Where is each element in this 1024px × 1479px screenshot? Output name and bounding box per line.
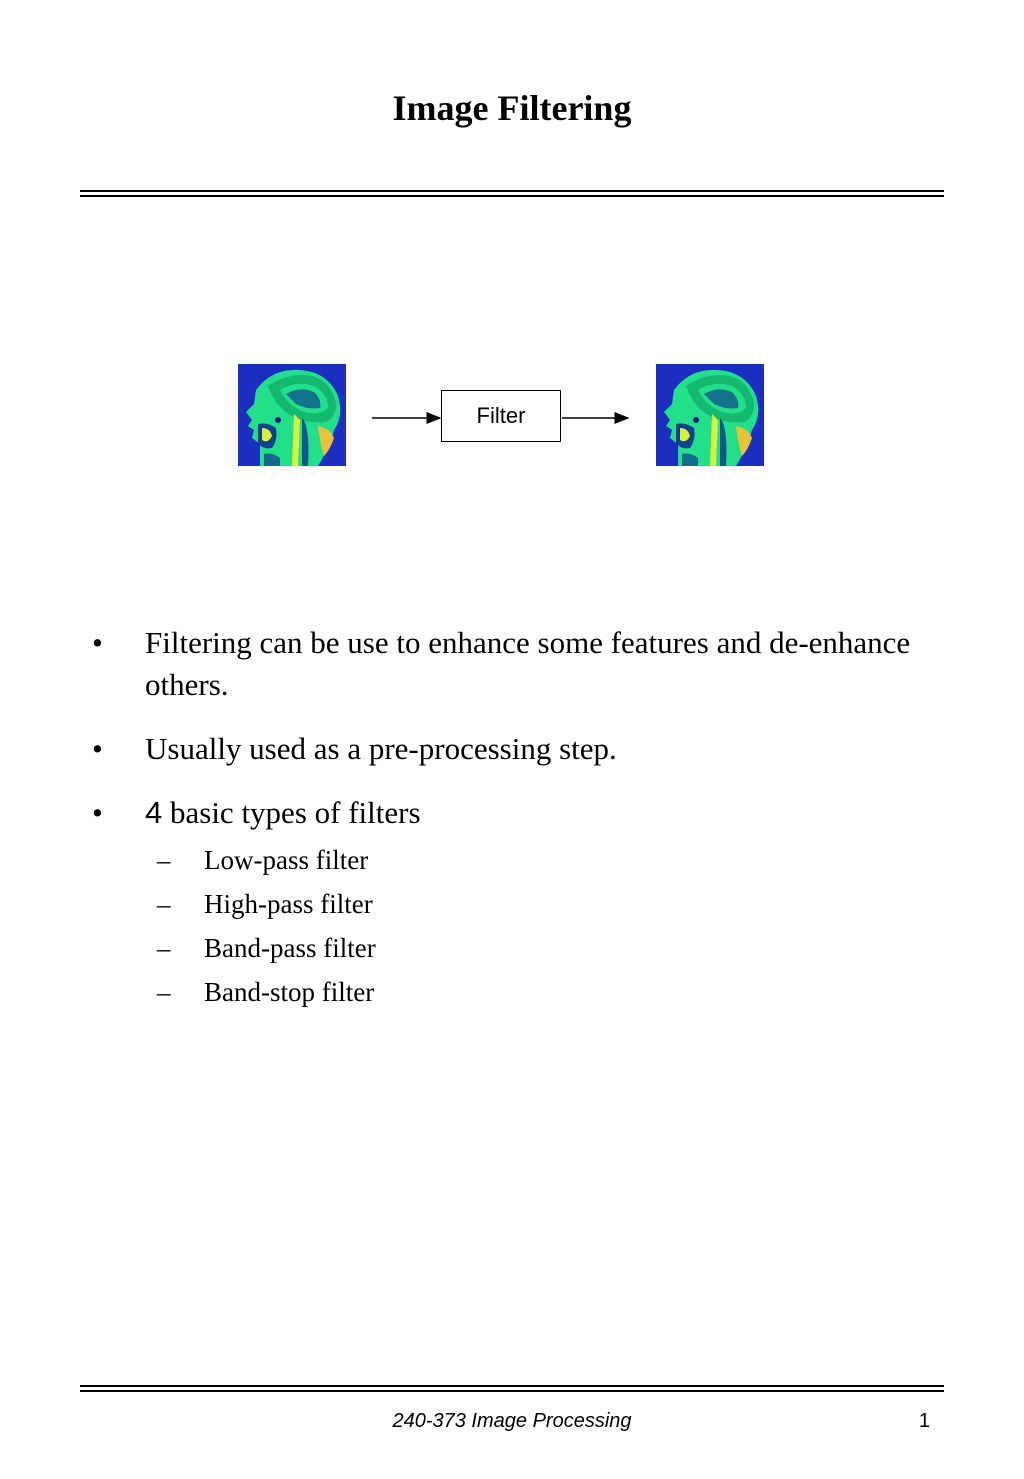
bullet-text: Usually used as a pre-processing step. (145, 731, 617, 766)
filter-type-count: 4 (145, 795, 163, 830)
filter-types-list (145, 838, 912, 1014)
sub-mark: – (157, 933, 171, 963)
bullet-mark: • (92, 625, 103, 660)
sub-item-text: High-pass filter (204, 889, 373, 919)
bullet-item (92, 728, 912, 770)
sub-item-text: Band-pass filter (204, 933, 376, 963)
page-title: Image Filtering (392, 88, 632, 128)
top-rule-lower (80, 195, 944, 197)
page-number: 1 (918, 1410, 930, 1432)
bullet-mark: • (92, 795, 103, 830)
footer-course: 240-373 Image Processing (392, 1410, 632, 1432)
sub-mark: – (157, 977, 171, 1007)
sub-mark: – (157, 889, 171, 919)
output-image (656, 364, 764, 466)
bottom-rule-upper (80, 1385, 944, 1387)
bullet-item (92, 622, 912, 706)
bullet-text: basic types of filters (162, 795, 421, 830)
sub-item (151, 838, 912, 882)
sub-item (151, 882, 912, 926)
sub-mark: – (157, 845, 171, 875)
input-image (238, 364, 346, 466)
sub-item (151, 970, 912, 1014)
sub-item-text: Band-stop filter (204, 977, 375, 1007)
bullet-list (92, 622, 912, 1036)
bullet-mark: • (92, 731, 103, 766)
sub-item-text: Low-pass filter (204, 845, 369, 875)
filter-box (441, 390, 561, 442)
bottom-rule-lower (80, 1390, 944, 1392)
bullet-item (92, 792, 912, 1014)
top-rule-upper (80, 190, 944, 192)
filter-label: Filter (476, 403, 526, 428)
bullet-text: Filtering can be use to enhance some features and de-enhance others. (145, 625, 911, 702)
sub-item (151, 926, 912, 970)
